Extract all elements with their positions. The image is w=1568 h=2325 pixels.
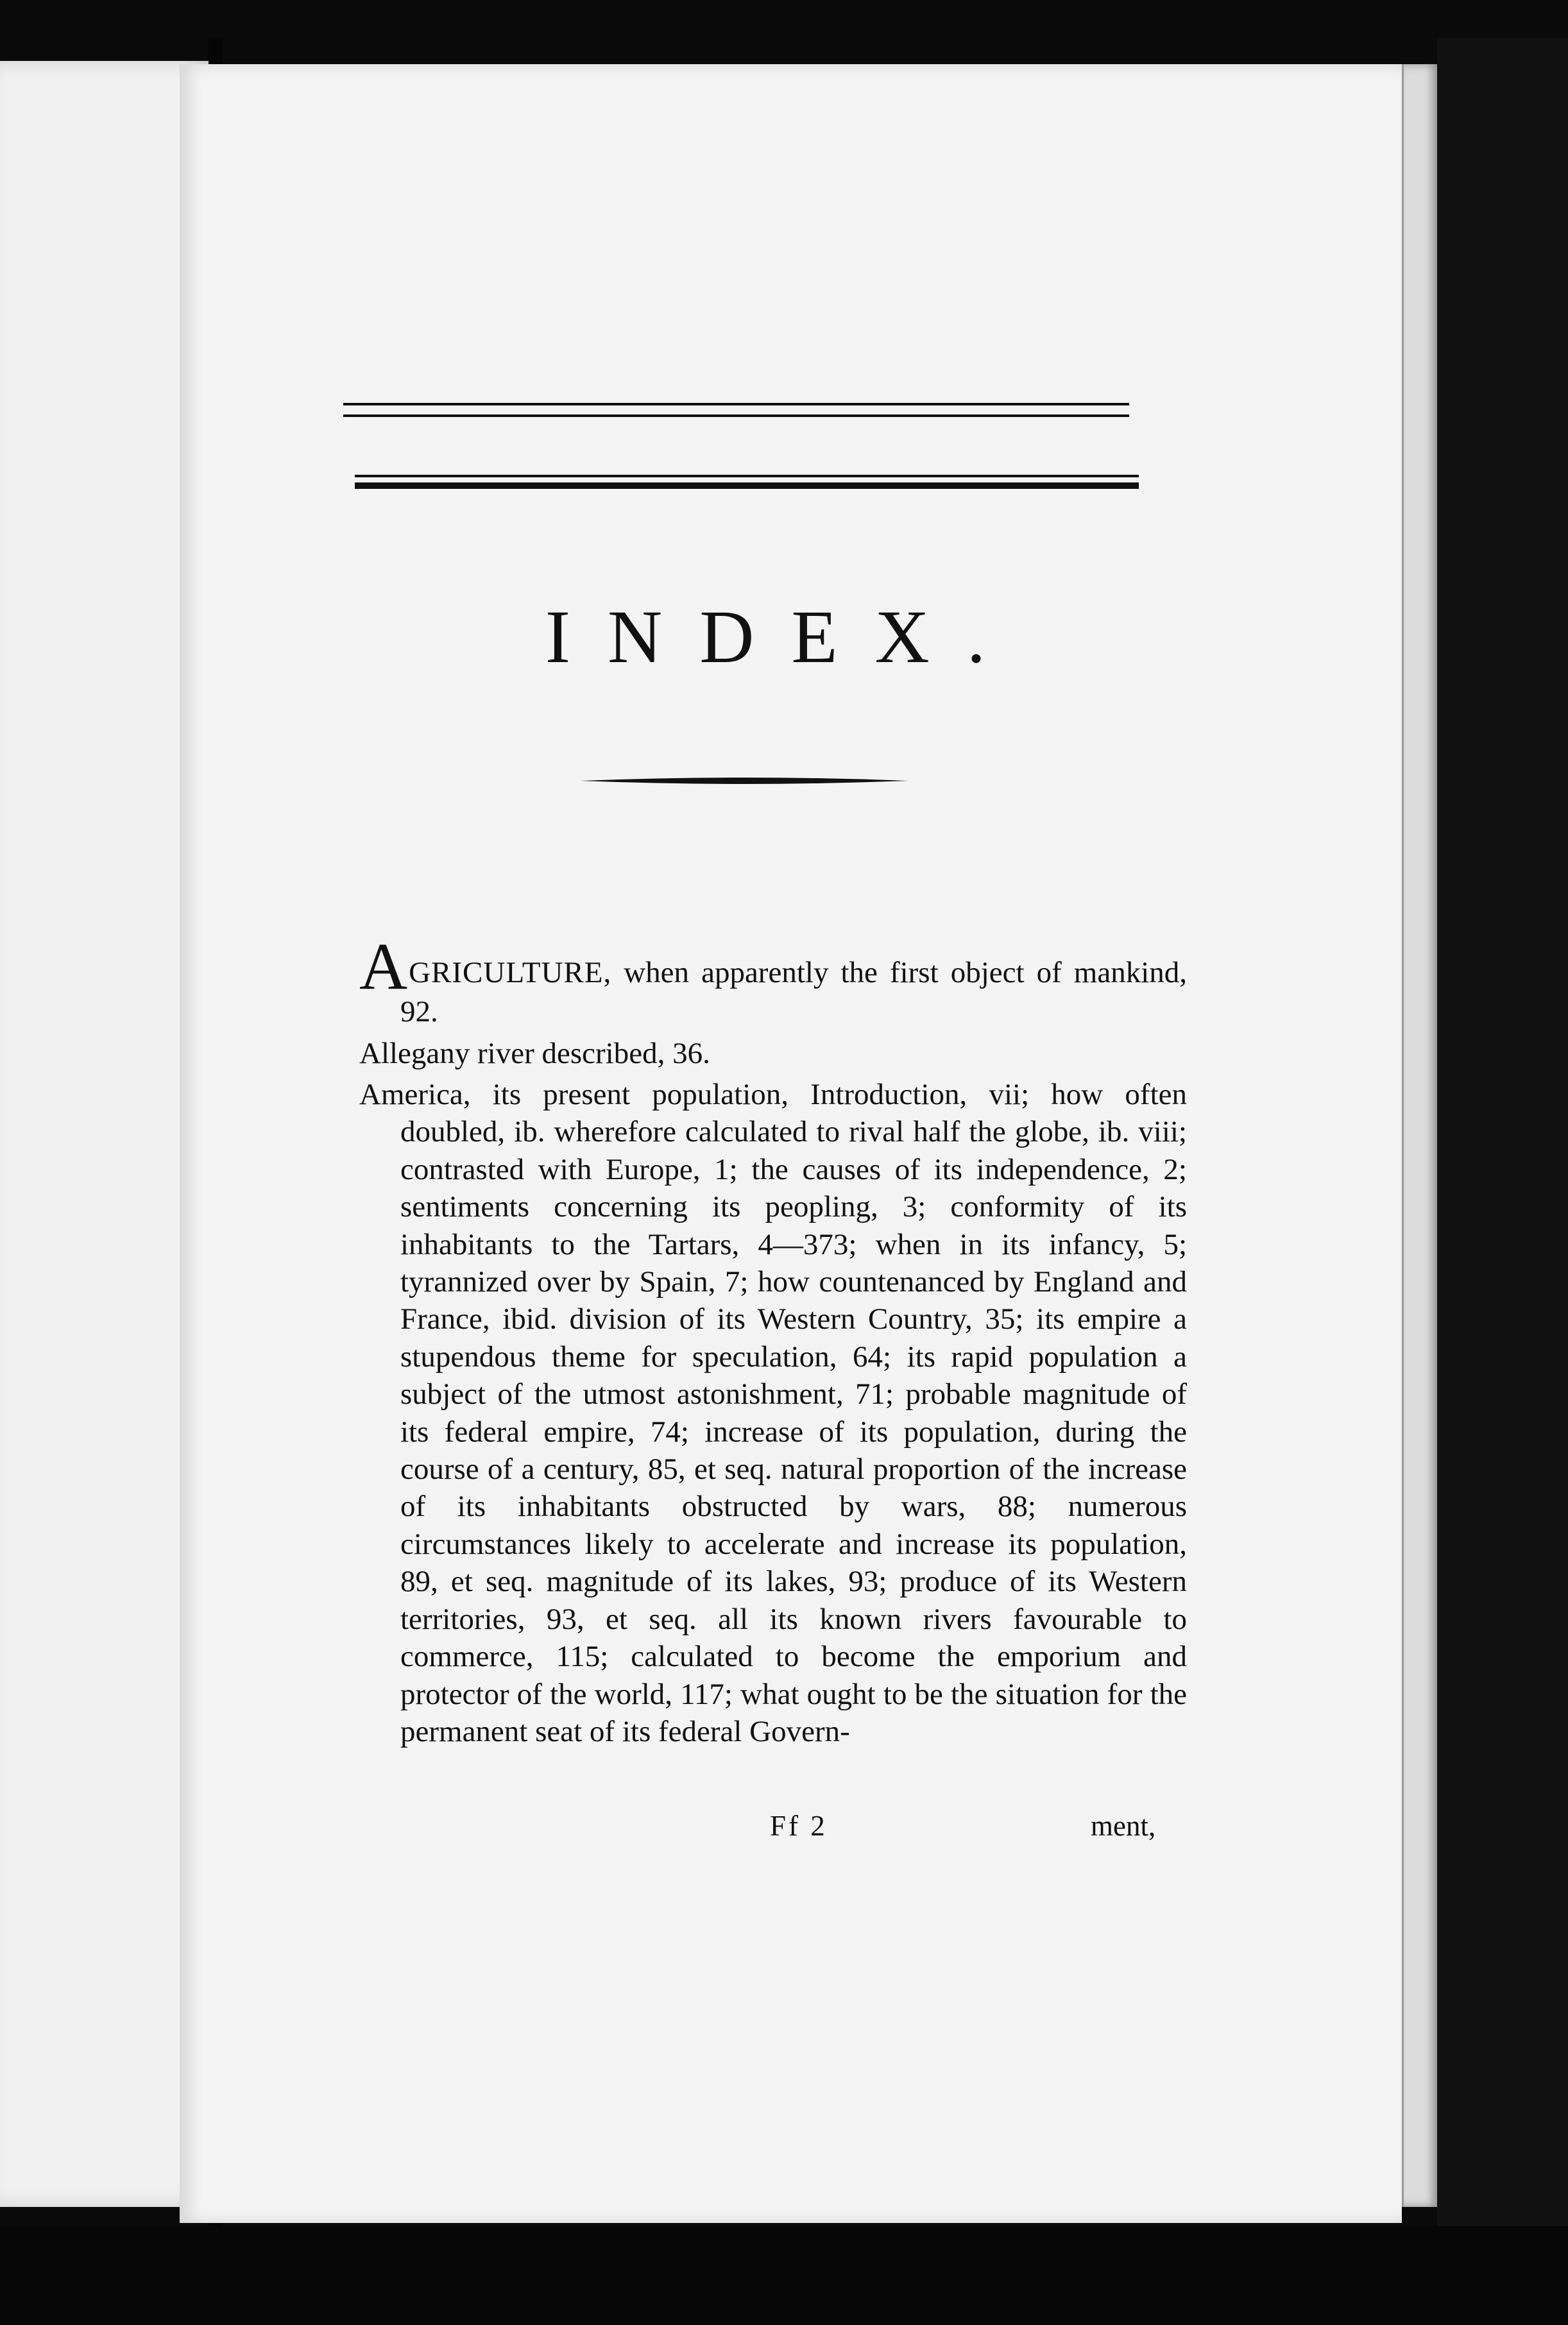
scan-bottom-border bbox=[0, 2226, 1568, 2325]
header-rule-bottom bbox=[343, 414, 1129, 417]
entry-heading: GRICULTURE, bbox=[409, 956, 612, 989]
page-title: INDEX. bbox=[545, 595, 1023, 679]
entry-body: America, its present population, Introduction, vii; how often doubled, ib. wherefore calculated to rival half the globe, ib. viii; contrasted with Europe, 1; the causes of its independence, 2; sentiments concerning its peopling, 3; conformity of its inhabitants to the Tartars, 4—373; when in its infancy, 5; tyrannized over by Spain, 7; how countenanced by England and France, ibid. division of its Western Country, 35; its empire a stupendous theme for speculation, 64; its rapid population a subject of the utmost astonishment, 71; probable magnitude of its federal empire, 74; increase of its population, during the course of a century, 85, et seq. natural proportion of the increase of its inhabitants obstructed by wars, 88; numerous circumstances likely to accelerate and increase its population, 89, et seq. magnitude of its lakes, 93; produce of its Western territories, 93, et seq. all its known rivers favourable to commerce, 115; calculated to become the emporium and protector of the world, 117; what ought to be the situation for the permanent seat of its federal Govern- bbox=[359, 1078, 1187, 1748]
page-edge bbox=[1402, 64, 1439, 2207]
entry-body: when apparently the first object of mankind, 92. bbox=[400, 956, 1187, 1029]
header-rule-top bbox=[343, 403, 1129, 405]
book-binding bbox=[1437, 38, 1568, 2265]
entry-body: Allegany river described, 36. bbox=[359, 1036, 710, 1070]
signature-mark: Ff 2 bbox=[770, 1810, 828, 1842]
index-entry bbox=[359, 1076, 1187, 1750]
index-text bbox=[359, 930, 1187, 1754]
ornamental-swell-rule bbox=[581, 774, 908, 787]
catchword: ment, bbox=[1091, 1810, 1156, 1842]
header-rule-second-bottom bbox=[355, 482, 1139, 489]
index-entry bbox=[359, 1035, 1187, 1072]
index-entry bbox=[359, 930, 1187, 1031]
drop-cap: A bbox=[359, 930, 408, 1003]
header-rule-second-top bbox=[355, 475, 1139, 477]
